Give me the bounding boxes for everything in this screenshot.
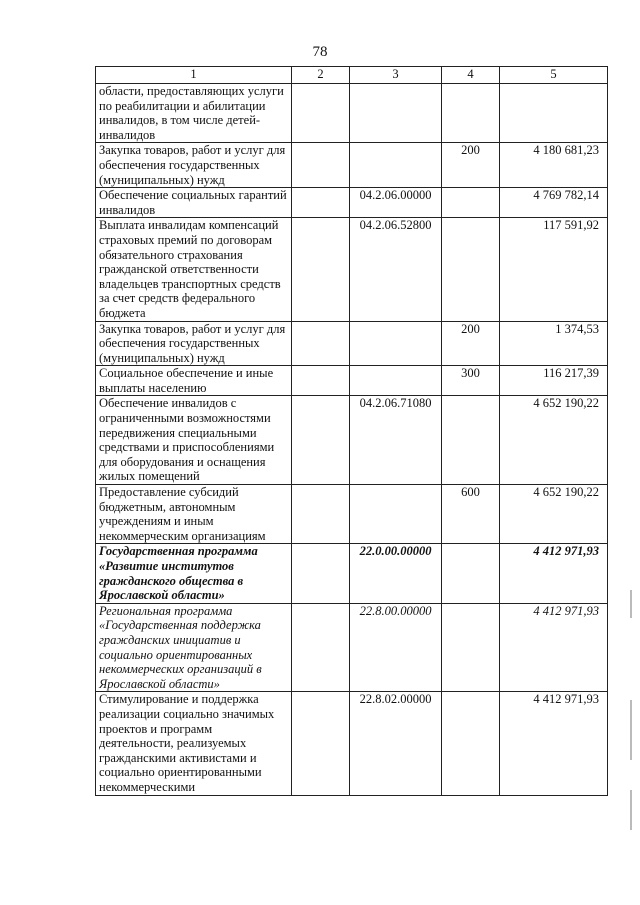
row-empty-cell	[292, 143, 350, 188]
row-type-cell: 200	[442, 321, 500, 366]
row-code-cell	[350, 321, 442, 366]
column-header: 2	[292, 67, 350, 84]
table-header-row	[96, 67, 608, 84]
row-type-cell	[442, 692, 500, 795]
column-header: 4	[442, 67, 500, 84]
table-row	[96, 321, 608, 366]
row-type-cell	[442, 188, 500, 218]
row-empty-cell	[292, 485, 350, 544]
row-name-cell: Обеспечение социальных гарантий инвалидов	[96, 188, 292, 218]
row-amount-cell: 4 652 190,22	[500, 396, 608, 485]
row-name-cell: Закупка товаров, работ и услуг для обеспечения государственных (муниципальных) нужд	[96, 321, 292, 366]
row-name-cell: Стимулирование и поддержка реализации социально значимых проектов и программ деятельности, реализуемых гражданскими активистами и социально ориентированными некоммерческими	[96, 692, 292, 795]
table-row	[96, 603, 608, 692]
row-empty-cell	[292, 218, 350, 321]
scan-edge-mark	[630, 590, 632, 618]
row-amount-cell: 117 591,92	[500, 218, 608, 321]
row-type-cell	[442, 603, 500, 692]
row-empty-cell	[292, 321, 350, 366]
row-code-cell: 04.2.06.52800	[350, 218, 442, 321]
row-code-cell: 04.2.06.71080	[350, 396, 442, 485]
scan-edge-mark	[630, 790, 632, 830]
row-amount-cell: 116 217,39	[500, 366, 608, 396]
table-row	[96, 544, 608, 603]
row-type-cell	[442, 396, 500, 485]
row-empty-cell	[292, 544, 350, 603]
row-empty-cell	[292, 366, 350, 396]
row-empty-cell	[292, 188, 350, 218]
row-code-cell	[350, 84, 442, 143]
row-amount-cell: 4 412 971,93	[500, 692, 608, 795]
row-type-cell: 200	[442, 143, 500, 188]
table-row	[96, 485, 608, 544]
table-row	[96, 84, 608, 143]
table-row	[96, 188, 608, 218]
row-name-cell: Социальное обеспечение и иные выплаты населению	[96, 366, 292, 396]
row-type-cell: 600	[442, 485, 500, 544]
table-row	[96, 396, 608, 485]
table-row	[96, 692, 608, 795]
row-name-cell: Региональная программа «Государственная поддержка гражданских инициатив и социально ориентированных некоммерческих организаций в Ярославской области»	[96, 603, 292, 692]
row-name-cell: Закупка товаров, работ и услуг для обеспечения государственных (муниципальных) нужд	[96, 143, 292, 188]
row-code-cell: 22.8.02.00000	[350, 692, 442, 795]
column-header: 5	[500, 67, 608, 84]
page-number: 78	[312, 44, 328, 60]
table-row	[96, 366, 608, 396]
row-amount-cell: 4 412 971,93	[500, 603, 608, 692]
row-name-cell: Обеспечение инвалидов с ограниченными возможностями передвижения специальными средствами и приспособлениями для оборудования и оснащения жилых помещений	[96, 396, 292, 485]
row-empty-cell	[292, 692, 350, 795]
row-amount-cell: 4 769 782,14	[500, 188, 608, 218]
row-type-cell	[442, 218, 500, 321]
row-code-cell	[350, 485, 442, 544]
table-row	[96, 218, 608, 321]
row-code-cell	[350, 366, 442, 396]
row-type-cell	[442, 544, 500, 603]
row-empty-cell	[292, 84, 350, 143]
table-row	[96, 143, 608, 188]
row-code-cell	[350, 143, 442, 188]
column-header: 1	[96, 67, 292, 84]
row-amount-cell: 1 374,53	[500, 321, 608, 366]
row-code-cell: 04.2.06.00000	[350, 188, 442, 218]
row-empty-cell	[292, 396, 350, 485]
row-amount-cell: 4 652 190,22	[500, 485, 608, 544]
row-type-cell: 300	[442, 366, 500, 396]
row-amount-cell: 4 412 971,93	[500, 544, 608, 603]
budget-table	[95, 66, 608, 796]
row-type-cell	[442, 84, 500, 143]
row-amount-cell: 4 180 681,23	[500, 143, 608, 188]
row-name-cell: Предоставление субсидий бюджетным, автономным учреждениям и иным некоммерческим организациям	[96, 485, 292, 544]
row-name-cell: Государственная программа «Развитие институтов гражданского общества в Ярославской области»	[96, 544, 292, 603]
row-code-cell: 22.0.00.00000	[350, 544, 442, 603]
row-name-cell: области, предоставляющих услуги по реабилитации и абилитации инвалидов, в том числе детей-инвалидов	[96, 84, 292, 143]
scan-edge-mark	[630, 700, 632, 760]
row-empty-cell	[292, 603, 350, 692]
row-amount-cell	[500, 84, 608, 143]
row-name-cell: Выплата инвалидам компенсаций страховых премий по договорам обязательного страхования гражданской ответственности владельцев транспортных средств за счет средств федерального бюджета	[96, 218, 292, 321]
row-code-cell: 22.8.00.00000	[350, 603, 442, 692]
column-header: 3	[350, 67, 442, 84]
